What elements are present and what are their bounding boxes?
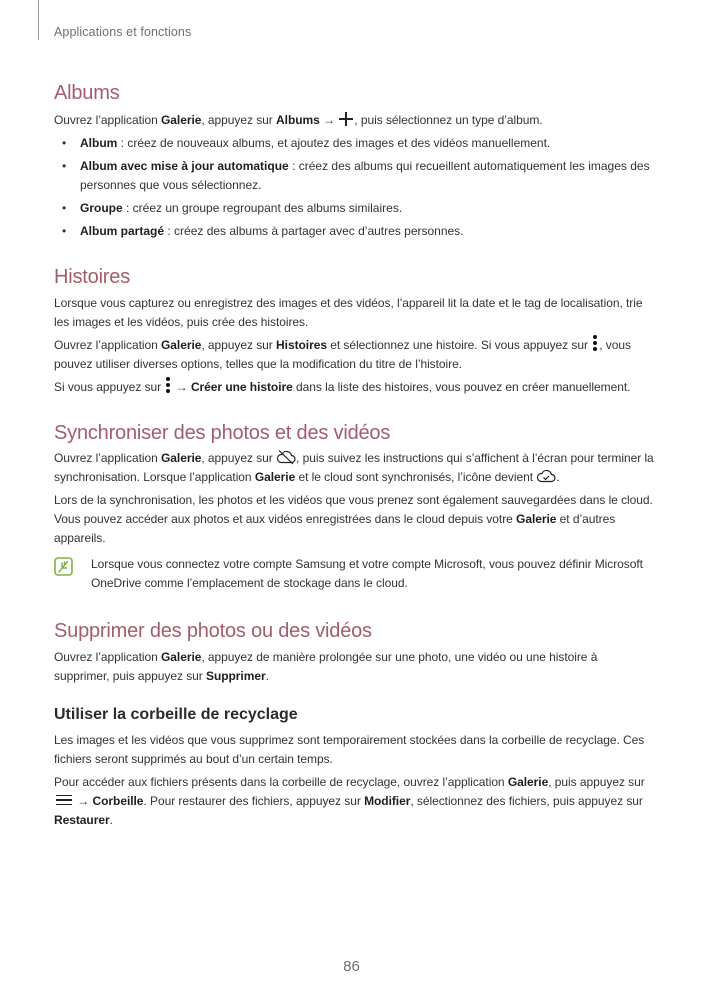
- restore-option: Restaurer: [54, 813, 110, 827]
- section-sync: [54, 420, 654, 593]
- text: et le cloud sont synchronisés, l’icône devient: [295, 470, 537, 484]
- stories-p1: Lorsque vous capturez ou enregistrez des images et des vidéos, l’appareil lit la date et le tag de localisation, trie les images et les vidéos, puis crée des histoires.: [54, 296, 643, 329]
- description: : créez des albums qui recueillent automatiquement les images des personnes que vous sélectionnez.: [80, 159, 650, 192]
- trash-p1: Les images et les vidéos que vous supprimez sont temporairement stockées dans la corbeille de recyclage. Ces fichiers seront supprimés au bout d’un certain temps.: [54, 733, 645, 766]
- arrow: →: [74, 794, 93, 808]
- text: , vous pouvez utiliser diverses options, telles que la modification du titre de l’histoire.: [54, 338, 631, 371]
- header-rule: [38, 0, 39, 40]
- text: Ouvrez l’application: [54, 338, 162, 352]
- text: , puis appuyez sur: [548, 775, 645, 789]
- menu-albums: Albums: [276, 113, 320, 127]
- note-box: [54, 555, 654, 593]
- section-title-stories: Histoires: [54, 266, 130, 288]
- section-trash: [54, 704, 654, 830]
- arrow: →: [172, 380, 191, 394]
- app-name-galerie: Galerie: [516, 512, 557, 526]
- section-albums: [54, 80, 654, 241]
- delete-option: Supprimer: [206, 669, 266, 683]
- text: Lors de la synchronisation, les photos et les vidéos que vous prenez sont également sauvegardées dans le cloud. Vous pouvez accéder aux photos et aux vidéos enregistrées dans le cloud depuis votre: [54, 493, 653, 526]
- stories-p3: [54, 378, 654, 397]
- text: , appuyez sur: [201, 113, 277, 127]
- text: dans la liste des histoires, vous pouvez en créer manuellement.: [292, 380, 631, 394]
- term: Album: [80, 136, 118, 150]
- app-name-galerie: Galerie: [161, 338, 202, 352]
- section-stories: [54, 264, 654, 397]
- menu-icon: [56, 794, 72, 806]
- description: : créez un groupe regroupant des albums similaires.: [122, 201, 403, 215]
- section-title-albums: Albums: [54, 82, 120, 104]
- section-title-delete: Supprimer des photos ou des vidéos: [54, 620, 372, 642]
- album-types-list: [54, 134, 654, 241]
- text: , puis sélectionnez un type d’album.: [354, 113, 543, 127]
- cloud-synced-icon: [536, 468, 556, 484]
- app-name-galerie: Galerie: [161, 451, 202, 465]
- arrow: →: [319, 113, 339, 127]
- text: , appuyez sur: [201, 338, 277, 352]
- term: Groupe: [80, 201, 123, 215]
- text: Ouvrez l’application: [54, 113, 162, 127]
- trash-option: Corbeille: [92, 794, 144, 808]
- text: , appuyez sur: [201, 451, 277, 465]
- menu-stories: Histoires: [276, 338, 327, 352]
- text: , puis suivez les instructions qui s’affichent à l’écran pour terminer la synchronisation. Lorsque l’application: [54, 451, 654, 484]
- term: Album partagé: [80, 224, 165, 238]
- albums-intro: [54, 111, 654, 130]
- sync-p2: [54, 491, 654, 548]
- term: Album avec mise à jour automatique: [80, 159, 289, 173]
- text: Pour accéder aux fichiers présents dans la corbeille de recyclage, ouvrez l’application: [54, 775, 508, 789]
- description: : créez des albums à partager avec d’autres personnes.: [164, 224, 464, 238]
- text: Ouvrez l’application: [54, 650, 162, 664]
- text: Si vous appuyez sur: [54, 380, 165, 394]
- text: et d’autres appareils.: [54, 512, 616, 545]
- delete-p1: [54, 648, 654, 686]
- subsection-title-trash: Utiliser la corbeille de recyclage: [54, 706, 298, 723]
- text: Ouvrez l’application: [54, 451, 162, 465]
- running-header: Applications et fonctions: [54, 25, 192, 39]
- cloud-off-icon: [276, 449, 296, 465]
- section-title-sync: Synchroniser des photos et des vidéos: [54, 422, 391, 444]
- page-content: [54, 80, 654, 830]
- note-icon: [54, 557, 73, 576]
- note-text: Lorsque vous connectez votre compte Samsung et votre compte Microsoft, vous pouvez définir Microsoft OneDrive comme l’emplacement de stockage dans le cloud.: [91, 557, 643, 590]
- more-options-icon: [165, 377, 171, 393]
- text: , sélectionnez des fichiers, puis appuyez sur: [410, 794, 643, 808]
- list-item: [54, 199, 654, 218]
- app-name-galerie: Galerie: [161, 113, 202, 127]
- text: .: [265, 669, 269, 683]
- sync-p1: [54, 449, 654, 487]
- list-item: [54, 157, 654, 195]
- text: , appuyez de manière prolongée sur une photo, une vidéo ou une histoire à supprimer, puis appuyez sur: [54, 650, 598, 683]
- edit-option: Modifier: [364, 794, 411, 808]
- app-name-galerie: Galerie: [254, 470, 296, 484]
- plus-icon: [339, 112, 353, 126]
- list-item: [54, 222, 654, 241]
- app-name-galerie: Galerie: [161, 650, 202, 664]
- text: et sélectionnez une histoire. Si vous appuyez sur: [326, 338, 592, 352]
- more-options-icon: [592, 335, 598, 351]
- page-number: 86: [343, 958, 360, 975]
- stories-p2: [54, 336, 654, 374]
- create-story-option: Créer une histoire: [190, 380, 293, 394]
- text: . Pour restaurer des fichiers, appuyez sur: [143, 794, 365, 808]
- text: .: [556, 470, 560, 484]
- trash-p2: [54, 773, 654, 830]
- description: : créez de nouveaux albums, et ajoutez des images et des vidéos manuellement.: [117, 136, 551, 150]
- app-name-galerie: Galerie: [507, 775, 549, 789]
- list-item: [54, 134, 654, 153]
- text: .: [109, 813, 113, 827]
- section-delete: [54, 618, 654, 686]
